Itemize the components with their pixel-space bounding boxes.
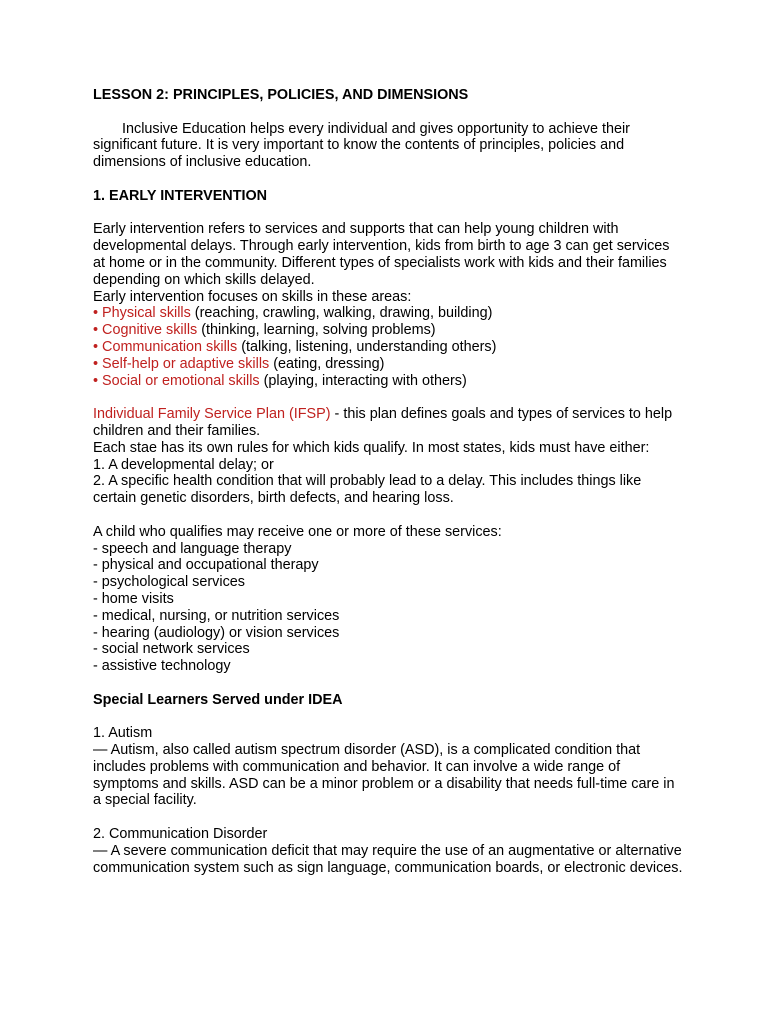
list-item: - hearing (audiology) or vision services — [93, 624, 340, 641]
list-item: - psychological services — [93, 574, 245, 591]
skill-name: Self-help or adaptive skills — [102, 355, 270, 372]
ifsp-desc: - this plan defines goals and types of services to help children and their families. — [93, 406, 673, 439]
skill-name: Social or emotional skills — [102, 372, 260, 389]
skill-name: Physical skills — [102, 305, 191, 322]
focus-intro: Early intervention focuses on skills in these areas: — [93, 288, 412, 305]
services-intro: A child who qualifies may receive one or more of these services: — [93, 523, 502, 540]
list-item: - physical and occupational therapy — [93, 557, 319, 574]
list-item — [93, 322, 683, 339]
skill-desc: (thinking, learning, solving problems) — [197, 322, 436, 339]
list-item — [93, 373, 683, 390]
services-list — [93, 541, 683, 675]
communication-disorder-description: — A severe communication deficit that may require the use of an augmentative or alternative communication system such as sign language, communication boards, or electronic devices. — [93, 842, 683, 876]
intro-paragraph: Inclusive Education helps every individual and gives opportunity to achieve their significant future. It is very important to know the contents of principles, policies and dimensions of inclusive education. — [93, 120, 630, 171]
list-item — [93, 356, 683, 373]
autism-title: 1. Autism — [93, 725, 153, 742]
list-item: - speech and language therapy — [93, 540, 292, 557]
communication-disorder-title: 2. Communication Disorder — [93, 826, 268, 843]
list-item: - assistive technology — [93, 658, 231, 675]
skill-desc: (playing, interacting with others) — [259, 372, 467, 389]
early-intervention-paragraph: Early intervention refers to services and supports that can help young children with developmental delays. Through early intervention, kids from birth to age 3 can get services at home or in the community. Different types of specialists work with kids and their families depending on which skills delayed. — [93, 221, 670, 288]
skill-name: Communication skills — [102, 338, 238, 355]
qualify-intro: Each stae has its own rules for which kids qualify. In most states, kids must have either: — [93, 439, 650, 456]
skill-name: Cognitive skills — [102, 322, 198, 339]
skill-desc: (talking, listening, understanding others) — [237, 338, 497, 355]
autism-description: — Autism, also called autism spectrum disorder (ASD), is a complicated condition that includes problems with communication and behavior. It can involve a wide range of symptoms and skills. ASD can be a minor problem or a disability that needs full-time care in a special facility. — [93, 742, 675, 809]
lesson-title: LESSON 2: PRINCIPLES, POLICIES, AND DIMENSIONS — [93, 87, 469, 103]
skill-desc: (eating, dressing) — [269, 355, 385, 372]
list-item: - medical, nursing, or nutrition services — [93, 607, 340, 624]
list-item: - home visits — [93, 590, 174, 607]
qualify-item-1: 1. A developmental delay; or — [93, 456, 274, 473]
section-heading-early-intervention: 1. EARLY INTERVENTION — [93, 187, 268, 204]
section-heading-special-learners: Special Learners Served under IDEA — [93, 691, 343, 708]
list-item — [93, 339, 683, 356]
list-item — [93, 305, 683, 322]
document-body — [93, 87, 683, 876]
ifsp-paragraph — [93, 406, 683, 440]
qualify-item-2: 2. A specific health condition that will probably lead to a delay. This includes things like certain genetic disorders, birth defects, and hearing loss. — [93, 473, 642, 507]
skills-list — [93, 305, 683, 389]
list-item: - social network services — [93, 641, 250, 658]
ifsp-term: Individual Family Service Plan (IFSP) — [93, 406, 331, 423]
skill-desc: (reaching, crawling, walking, drawing, building) — [190, 305, 493, 322]
